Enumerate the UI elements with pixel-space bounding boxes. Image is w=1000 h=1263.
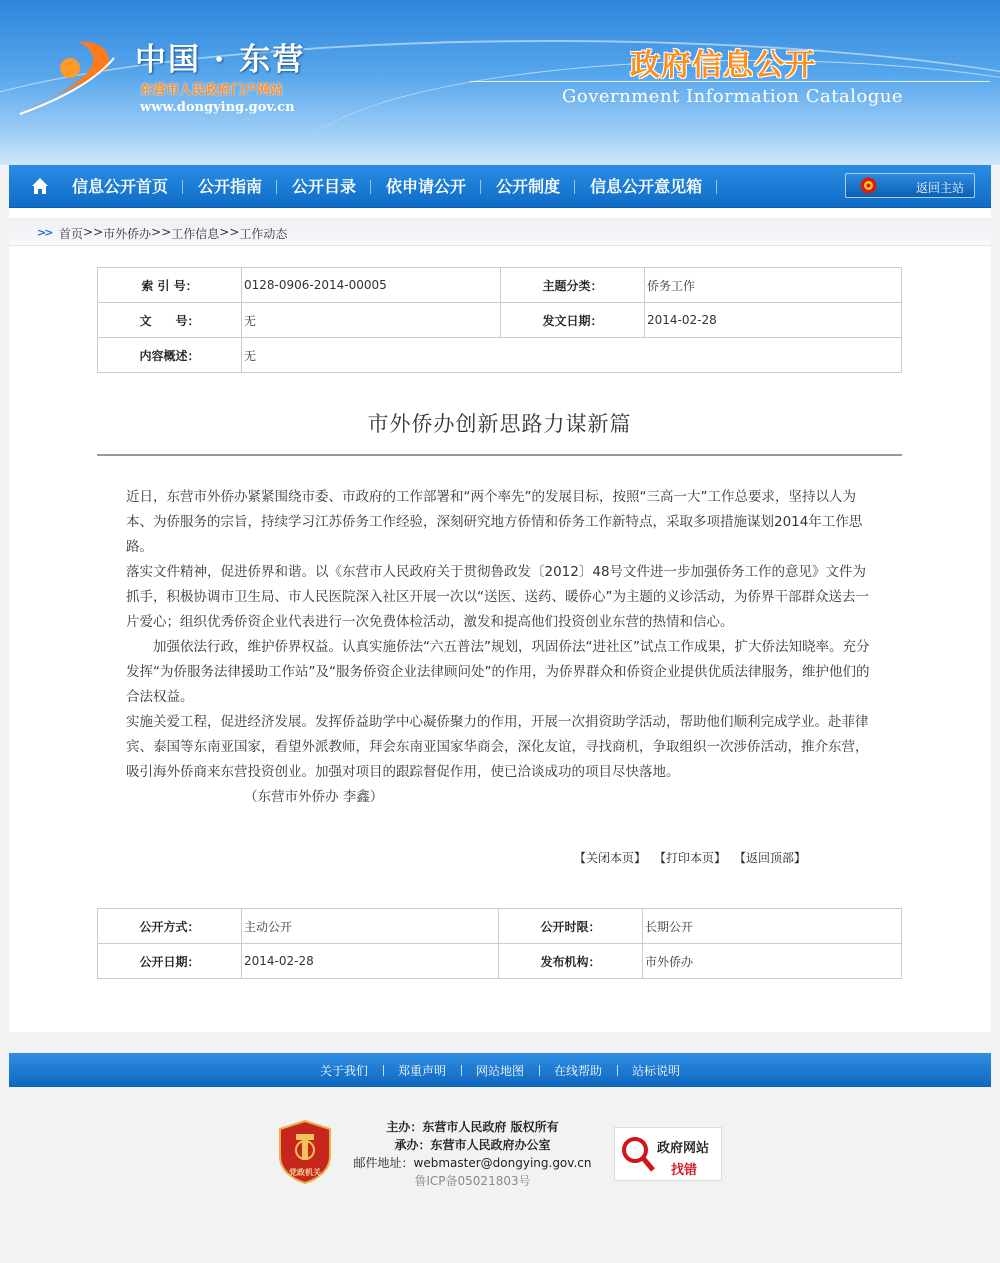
nav-item-application[interactable]: 依申请公开	[371, 165, 481, 208]
logo-subtitle: 东营市人民政府门户网站	[140, 83, 284, 98]
footer-link-statement[interactable]: 郑重声明	[383, 1062, 461, 1079]
footer-organizer: 承办：东营市人民政府办公室	[394, 1138, 551, 1152]
breadcrumb-separator: >>	[219, 225, 240, 239]
city-logo-icon[interactable]	[18, 38, 118, 118]
breadcrumb	[9, 218, 991, 246]
nav-item-catalog[interactable]: 公开目录	[277, 165, 371, 208]
title-divider	[97, 454, 902, 456]
footer-icp[interactable]: 鲁ICP备05021803号	[414, 1174, 531, 1188]
home-icon[interactable]	[31, 177, 49, 195]
index-label: 索 引 号：	[98, 268, 242, 303]
table-row	[98, 909, 902, 944]
page-tools	[574, 849, 806, 866]
table-row	[98, 944, 902, 979]
main-nav	[9, 165, 991, 208]
publisher-label: 发布机构：	[499, 944, 643, 979]
footer-email[interactable]: 邮件地址：webmaster@dongying.gov.cn	[353, 1156, 592, 1170]
footer-links	[9, 1053, 991, 1087]
national-emblem-icon	[860, 177, 877, 194]
footer-link-about[interactable]: 关于我们	[319, 1063, 368, 1078]
footer-info	[340, 1118, 605, 1190]
disclosure-date-label: 公开日期：	[98, 944, 242, 979]
issue-date-label: 发文日期：	[501, 303, 645, 338]
breadcrumb-item-department[interactable]: 市外侨办	[103, 227, 152, 241]
chevron-right-icon: >>	[37, 226, 52, 239]
disclosure-mode-label: 公开方式：	[98, 909, 242, 944]
footer-link-logo-info[interactable]: 站标说明	[617, 1062, 695, 1079]
publication-meta-table	[97, 908, 902, 979]
nav-item-feedback[interactable]: 信息公开意见箱	[575, 165, 717, 208]
article-paragraph: 近日，东营市外侨办紧紧围绕市委、市政府的工作部署和“两个率先”的发展目标，按照“三高一大”工作总要求，坚持以人为本、为侨服务的宗旨，持续学习江苏侨务工作经验，深刻研究地方侨情和侨务工作新特点，采取多项措施谋划2014年工作思路。	[126, 489, 863, 555]
article-paragraph: 落实文件精神，促进侨界和谐。以《东营市人民政府关于贯彻鲁政发〔2012〕48号文件进一步加强侨务工作的意见》文件为抓手，积极协调市卫生局、市人民医院深入社区开展一次以“送医、送药、暖侨心”为主题的义诊活动，为侨界干部群众送去一片爱心；组织优秀侨资企业代表进行一次免费体检活动，激发和提高他们投资创业东营的热情和信心。	[126, 564, 869, 630]
breadcrumb-item-home[interactable]: 首页	[59, 227, 84, 241]
document-meta-table	[97, 267, 902, 373]
footer-link-help[interactable]: 在线帮助	[539, 1062, 617, 1079]
footer-nav	[9, 1053, 991, 1087]
back-to-top-link[interactable]: 【返回顶部】	[734, 851, 807, 865]
nav-item-policy[interactable]: 公开制度	[481, 165, 575, 208]
error-badge-subtitle: 找错	[671, 1163, 698, 1178]
article-title: 市外侨办创新思路力谋新篇	[367, 412, 632, 436]
article-body	[126, 485, 871, 810]
nav-item-guide[interactable]: 公开指南	[183, 165, 277, 208]
doc-number-label: 文 号：	[98, 303, 242, 338]
disclosure-period-value: 长期公开	[643, 909, 902, 944]
breadcrumb-path	[59, 225, 287, 242]
site-header	[0, 0, 1000, 165]
article-paragraph: 加强依法行政，维护侨界权益。认真实施侨法“六五普法”规划，巩固侨法“进社区”试点工作成果，扩大侨法知晓率。充分发挥“为侨服务法律援助工作站”及“服务侨资企业法律顾问处”的作用，为侨界群众和侨资企业提供优质法律服务，维护他们的合法权益。	[126, 639, 870, 705]
disclosure-date-value: 2014-02-28	[242, 944, 499, 979]
print-page-link[interactable]: 【打印本页】	[654, 851, 727, 865]
breadcrumb-item-category[interactable]: 工作信息	[171, 227, 220, 241]
magnifier-icon	[619, 1132, 657, 1178]
breadcrumb-item-current[interactable]: 工作动态	[239, 227, 288, 241]
disclosure-mode-value: 主动公开	[242, 909, 499, 944]
error-badge-title: 政府网站	[657, 1141, 710, 1156]
disclosure-period-label: 公开时限：	[499, 909, 643, 944]
footer-link-sitemap[interactable]: 网站地图	[461, 1062, 539, 1079]
logo-title: 中国 · 东营	[135, 42, 306, 78]
breadcrumb-separator: >>	[83, 225, 104, 239]
section-title-en: Government Information Catalogue	[562, 86, 904, 107]
main-content	[9, 208, 991, 1032]
table-row	[98, 268, 902, 303]
nav-item-home[interactable]: 信息公开首页	[57, 165, 183, 208]
table-row	[98, 338, 902, 373]
government-agency-badge-icon[interactable]	[278, 1120, 332, 1184]
topic-label: 主题分类：	[501, 268, 645, 303]
article-signature: （东营市外侨办 李鑫）	[244, 789, 384, 805]
error-report-badge[interactable]	[614, 1127, 722, 1181]
back-to-main-label: 返回主站	[916, 181, 965, 195]
back-to-main-button[interactable]	[845, 173, 975, 198]
nav-items	[57, 165, 717, 208]
summary-value: 无	[242, 338, 902, 373]
close-page-link[interactable]: 【关闭本页】	[574, 851, 647, 865]
doc-number-value: 无	[242, 303, 501, 338]
logo-url: www.dongying.gov.cn	[140, 100, 295, 115]
party-badge-label: 党政机关	[289, 1168, 321, 1177]
footer-host: 主办：东营市人民政府 版权所有	[386, 1120, 559, 1134]
topic-value: 侨务工作	[645, 268, 902, 303]
section-title: 政府信息公开	[630, 48, 816, 83]
publisher-value: 市外侨办	[643, 944, 902, 979]
index-value: 0128-0906-2014-00005	[242, 268, 501, 303]
article-paragraph: 实施关爱工程，促进经济发展。发挥侨益助学中心凝侨聚力的作用，开展一次捐资助学活动，帮助他们顺利完成学业。赴菲律宾、泰国等东南亚国家，看望外派教师，拜会东南亚国家华商会，深化友谊，寻找商机，争取组织一次涉侨活动，推介东营，吸引海外侨商来东营投资创业。加强对项目的跟踪督促作用，使已洽谈成功的项目尽快落地。	[126, 714, 869, 780]
issue-date-value: 2014-02-28	[645, 303, 902, 338]
summary-label: 内容概述：	[98, 338, 242, 373]
table-row	[98, 303, 902, 338]
breadcrumb-separator: >>	[151, 225, 172, 239]
